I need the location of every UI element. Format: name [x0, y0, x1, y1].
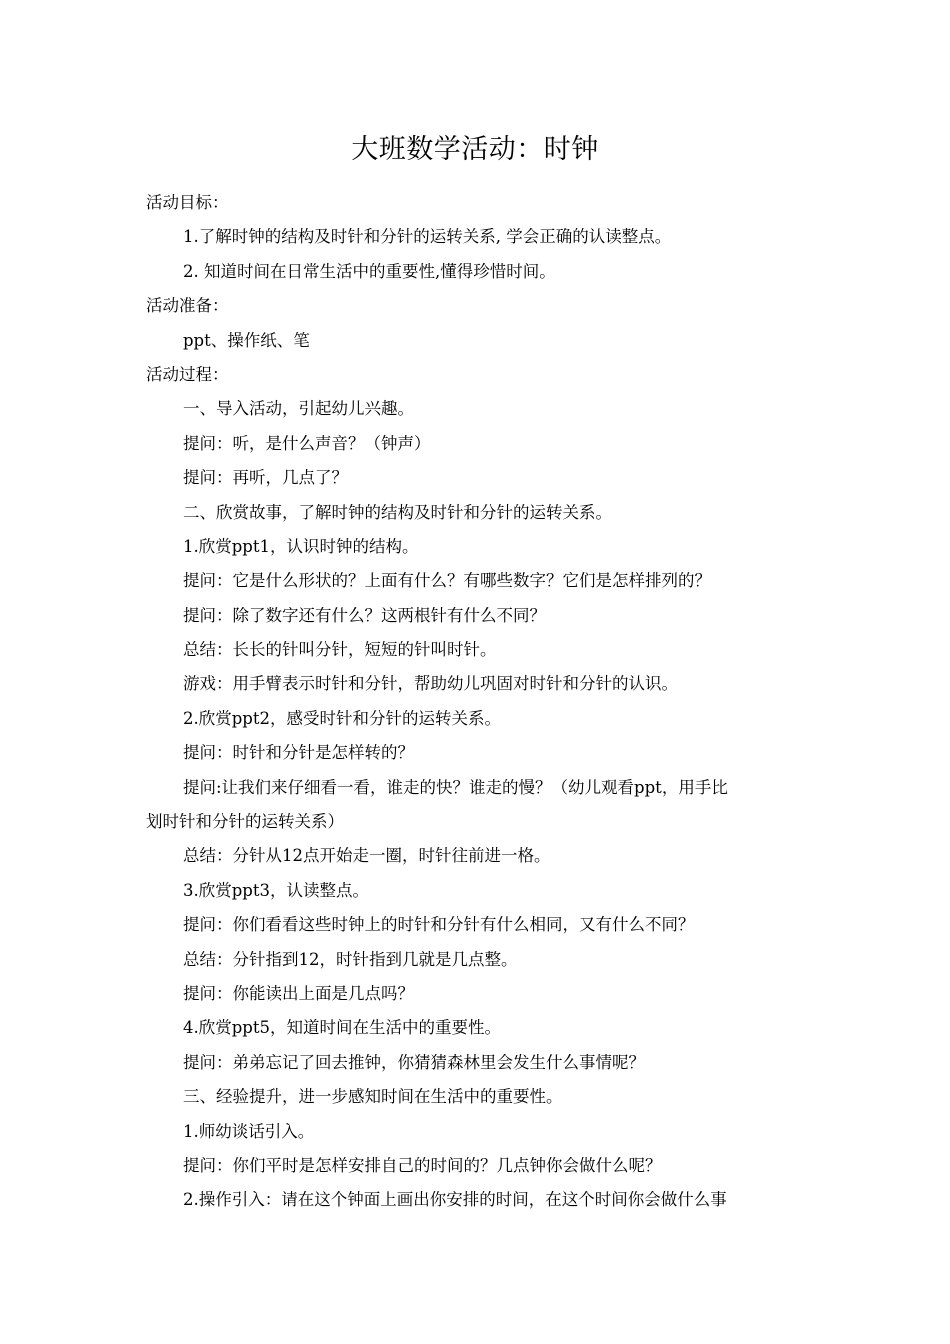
- document-line: 提问:让我们来仔细看一看，谁走的快？谁走的慢？（幼儿观看ppt，用手比: [183, 777, 728, 797]
- document-title: 大班数学活动：时钟: [351, 134, 599, 165]
- document-line: 一、导入活动，引起幼儿兴趣。: [183, 399, 414, 419]
- document-line: 2.欣赏ppt2，感受时针和分针的运转关系。: [183, 708, 501, 728]
- document-line: 提问：听，是什么声音？（钟声）: [183, 433, 431, 453]
- document-line: 提问：你能读出上面是几点吗？: [183, 983, 414, 1003]
- document-line: 4.欣赏ppt5，知道时间在生活中的重要性。: [183, 1018, 501, 1038]
- document-line: 1.了解时钟的结构及时针和分针的运转关系, 学会正确的认读整点。: [183, 227, 672, 247]
- document-body: [146, 186, 810, 1218]
- document-line: 提问：再听，几点了？: [183, 468, 348, 488]
- document-line: 1.师幼谈话引入。: [183, 1121, 315, 1141]
- document-line: 总结：分针从12点开始走一圈，时针往前进一格。: [183, 846, 551, 866]
- document-line: 划时针和分针的运转关系）: [146, 812, 344, 832]
- document-line: ppt、操作纸、笔: [183, 330, 310, 350]
- document-line: 提问：它是什么形状的？上面有什么？有哪些数字？它们是怎样排列的？: [183, 571, 711, 591]
- document-line: 活动准备：: [146, 296, 229, 316]
- document-line: 二、欣赏故事，了解时钟的结构及时针和分针的运转关系。: [183, 502, 612, 522]
- document-line: 2. 知道时间在日常生活中的重要性,懂得珍惜时间。: [183, 261, 556, 281]
- document-line: 活动过程：: [146, 364, 229, 384]
- document-line: 活动目标：: [146, 193, 229, 212]
- document-line: 提问：时针和分针是怎样转的？: [183, 743, 414, 763]
- document-line: 总结：长长的针叫分针，短短的针叫时针。: [183, 640, 497, 660]
- document-line: 游戏：用手臂表示时针和分针，帮助幼儿巩固对时针和分针的认识。: [183, 674, 678, 694]
- document-line: 三、经验提升，进一步感知时间在生活中的重要性。: [183, 1087, 563, 1107]
- document-line: 提问：你们平时是怎样安排自己的时间的？几点钟你会做什么呢？: [183, 1155, 662, 1175]
- document-line: 3.欣赏ppt3，认读整点。: [183, 880, 369, 900]
- document-line: 提问：除了数字还有什么？这两根针有什么不同？: [183, 605, 546, 625]
- document-line: 提问：你们看看这些时钟上的时针和分针有什么相同，又有什么不同？: [183, 915, 695, 935]
- document-line: 1.欣赏ppt1，认识时钟的结构。: [183, 536, 419, 556]
- document-line: 总结：分针指到12，时针指到几就是几点整。: [183, 949, 518, 969]
- document-line: 提问：弟弟忘记了回去推钟，你猜猜森林里会发生什么事情呢？: [183, 1052, 645, 1072]
- document-line: 2.操作引入：请在这个钟面上画出你安排的时间，在这个时间你会做什么事: [183, 1190, 727, 1210]
